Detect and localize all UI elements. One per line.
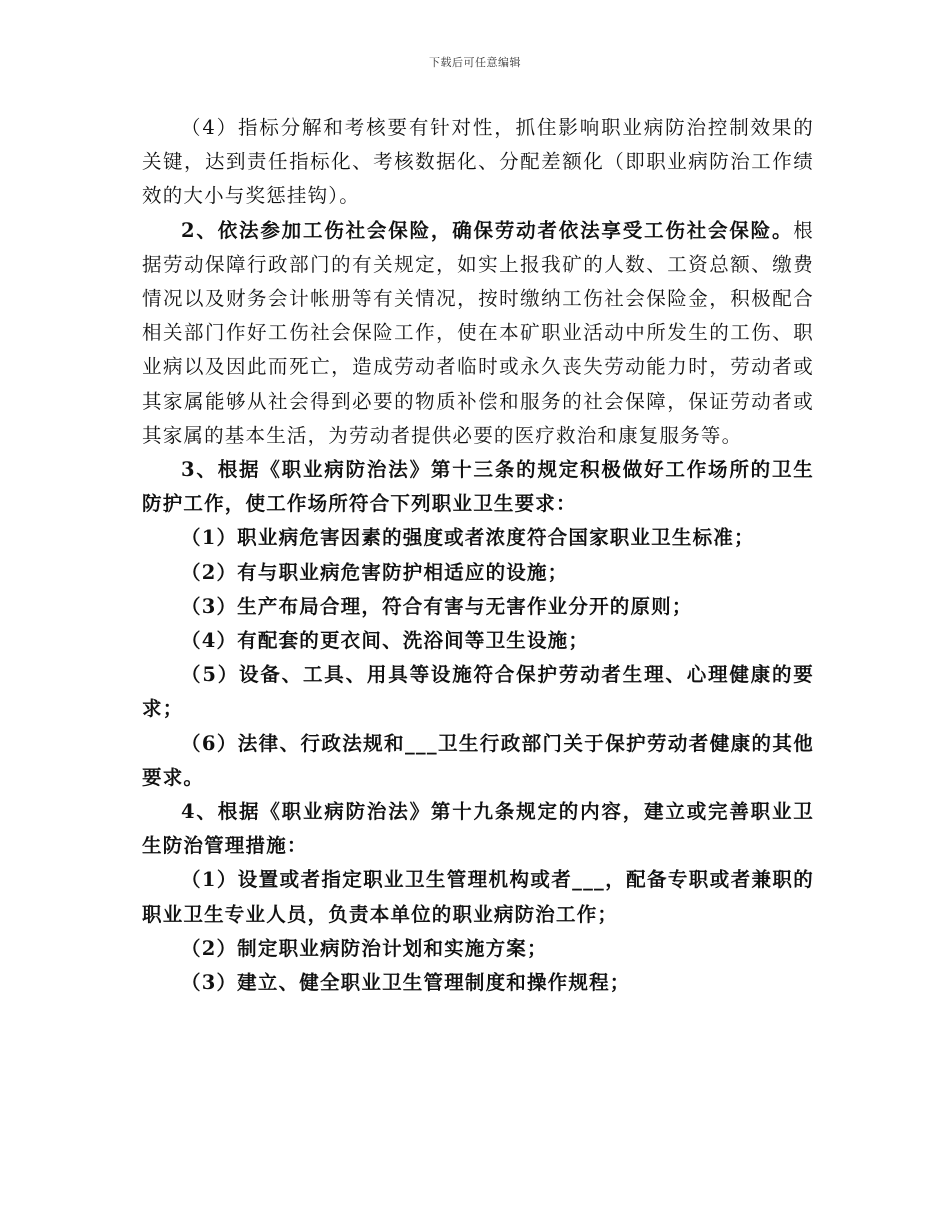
paragraph-indicator-decomposition: （4）指标分解和考核要有针对性，抓住影响职业病防治控制效果的关键，达到责任指标化、考核数据化、分配差额化（即职业病防治工作绩效的大小与奖惩挂钩）。 bbox=[142, 116, 814, 208]
paragraph-article-19: 4、根据《职业病防治法》第十九条规定的内容，建立或完善职业卫生防治管理措施： bbox=[142, 800, 814, 858]
list-item-protective-facilities: （2）有与职业病危害防护相适应的设施； bbox=[181, 560, 569, 584]
list-item-other-requirements: （6）法律、行政法规和___卫生行政部门关于保护劳动者健康的其他要求。 bbox=[142, 731, 814, 789]
list-item-sanitary-facilities: （4）有配套的更衣间、洗浴间等卫生设施； bbox=[181, 629, 590, 653]
document-body bbox=[142, 111, 814, 1000]
page-header-note: 下载后可任意编辑 bbox=[429, 56, 521, 69]
list-item-hazard-standards: （1）职业病危害因素的强度或者浓度符合国家职业卫生标准； bbox=[181, 526, 755, 550]
paragraph-body-work-injury-insurance: 根据劳动保障行政部门的有关规定，如实上报我矿的人数、工资总额、缴费情况以及财务会计帐册等有关情况，按时缴纳工伤社会保险金，积极配合相关部门作好工伤社会保险工作，使在本矿职业活动中所发生的工伤、职业病以及因此而死亡，造成劳动者临时或永久丧失劳动能力时，劳动者或其家属能够从社会得到必要的物质补偿和服务的社会保障，保证劳动者或其家属的基本生活，为劳动者提供必要的医疗救治和康复服务等。 bbox=[142, 218, 814, 447]
list-item-management-organization: （1）设置或者指定职业卫生管理机构或者___，配备专职或者兼职的职业卫生专业人员，负责本单位的职业病防治工作； bbox=[142, 868, 814, 926]
list-item-prevention-plan: （2）制定职业病防治计划和实施方案； bbox=[181, 936, 548, 960]
paragraph-heading-work-injury-insurance: 2、依法参加工伤社会保险，确保劳动者依法享受工伤社会保险。 bbox=[181, 218, 794, 242]
paragraph-article-13: 3、根据《职业病防治法》第十三条的规定积极做好工作场所的卫生防护工作，使工作场所符合下列职业卫生要求： bbox=[142, 458, 814, 516]
list-item-production-layout: （3）生产布局合理，符合有害与无害作业分开的原则； bbox=[181, 594, 693, 618]
list-item-equipment-requirements: （5）设备、工具、用具等设施符合保护劳动者生理、心理健康的要求； bbox=[142, 663, 814, 721]
paragraph-work-injury-insurance bbox=[142, 214, 814, 453]
list-item-management-system: （3）建立、健全职业卫生管理制度和操作规程； bbox=[181, 971, 631, 995]
